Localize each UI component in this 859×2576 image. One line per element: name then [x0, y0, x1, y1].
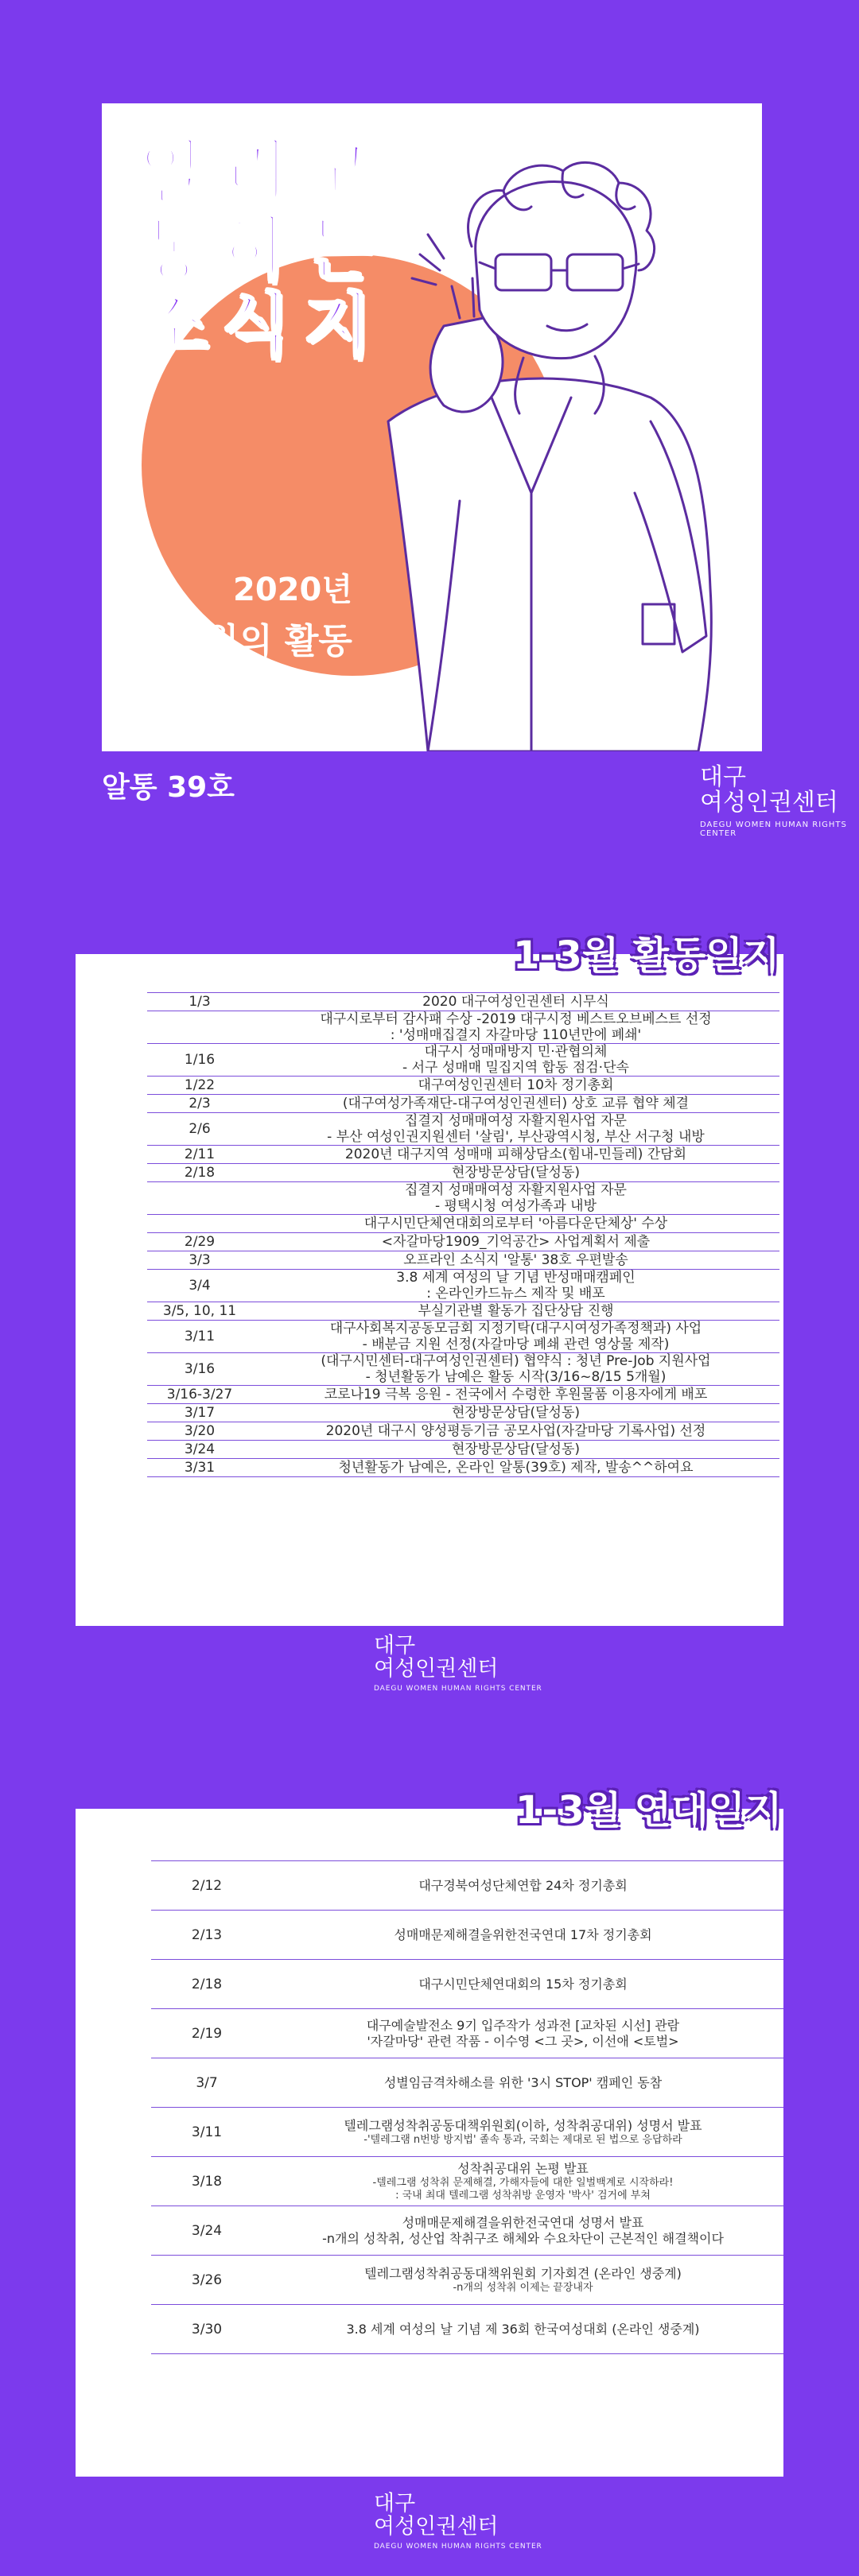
logo-line-1: 대구 — [374, 1633, 416, 1658]
activity-text — [252, 1386, 779, 1404]
logo-line-2: 여성인권센터 — [700, 789, 838, 817]
activity-text — [252, 1095, 779, 1113]
activity-text-line: 대구사회복지공동모금회 지정기탁(대구시여성가족정책과) 사업 — [329, 1321, 702, 1336]
activity-text-line: <자갈마당1909_기억공간> 사업계획서 제출 — [381, 1234, 651, 1250]
activity-log-table — [147, 992, 779, 1477]
solidarity-sub-line: : 국내 최대 텔레그램 성착취방 운영자 '박사' 검거에 부쳐 — [395, 2189, 651, 2202]
activity-text-line: - 배분금 지원 선정(자갈마당 폐쇄 관련 영상물 제작) — [362, 1336, 670, 1352]
solidarity-date: 2/18 — [151, 1960, 262, 2009]
solidarity-main-line: 대구시민단체연대회의 15차 정기총회 — [418, 1976, 628, 1992]
solidarity-text — [262, 2108, 783, 2157]
activity-text — [252, 993, 779, 1011]
solidarity-main-line: 성별임금격차해소를 위한 '3시 STOP' 캠페인 동참 — [383, 2074, 663, 2090]
activity-text — [252, 1353, 779, 1386]
activity-date: 3/4 — [147, 1270, 252, 1302]
activity-text-line: 오프라인 소식지 '알통' 38호 우편발송 — [403, 1252, 628, 1268]
activity-date: 3/16-3/27 — [147, 1386, 252, 1404]
solidarity-main-line: 대구경북여성단체연합 24차 정기총회 — [418, 1877, 628, 1893]
solidarity-row — [151, 2009, 783, 2058]
newsletter-title — [140, 132, 387, 367]
activity-text-line: : '성매매집결지 자갈마당 110년만에 폐쇄' — [390, 1027, 642, 1043]
activity-date: 2/29 — [147, 1233, 252, 1251]
solidarity-row — [151, 2206, 783, 2256]
solidarity-text — [262, 1911, 783, 1960]
solidarity-text — [262, 2058, 783, 2108]
solidarity-date: 3/24 — [151, 2206, 262, 2256]
solidarity-text — [262, 1861, 783, 1911]
solidarity-main-line: 텔레그램성착취공동대책위원회(이하, 성착취공대위) 성명서 발표 — [344, 2117, 702, 2133]
activity-text — [252, 1270, 779, 1302]
solidarity-main-line: 성착취공대위 논평 발표 — [457, 2160, 589, 2176]
solidarity-log-panel — [76, 1809, 783, 2477]
solidarity-date: 2/13 — [151, 1911, 262, 1960]
activity-text-line: (대구여성가족재단-대구여성인권센터) 상호 교류 협약 체결 — [342, 1096, 690, 1111]
activity-row — [147, 1164, 779, 1182]
activity-date: 2/11 — [147, 1146, 252, 1164]
activity-text-line: - 평택시청 여성가족과 내방 — [435, 1198, 597, 1214]
activity-date: 2/3 — [147, 1095, 252, 1113]
activity-text-line: 대구여성인권센터 10차 정기총회 — [418, 1077, 614, 1093]
activity-row — [147, 1215, 779, 1233]
title-line-1: 알리고 — [140, 132, 387, 214]
solidarity-main-line: '자갈마당' 관련 작품 - 이수영 <그 곳>, 이선애 <토벌> — [367, 2033, 679, 2049]
activity-row — [147, 1095, 779, 1113]
activity-date: 3/31 — [147, 1459, 252, 1477]
hero-period: 1-3월의 활동 — [142, 621, 352, 661]
activity-row — [147, 1251, 779, 1270]
solidarity-text — [262, 1960, 783, 2009]
activity-row — [147, 1302, 779, 1321]
logo-english: DAEGU WOMEN HUMAN RIGHTS CENTER — [700, 821, 847, 838]
solidarity-row — [151, 1911, 783, 1960]
activity-text-line: 청년활동가 남예은, 온라인 알통(39호) 제작, 발송^^하여요 — [338, 1460, 694, 1476]
activity-date: 3/17 — [147, 1404, 252, 1422]
solidarity-row — [151, 2108, 783, 2157]
activity-row — [147, 993, 779, 1011]
activity-text-line: 집결지 성매매여성 자활지원사업 자문 — [405, 1182, 627, 1198]
activity-row — [147, 1459, 779, 1477]
solidarity-sub-line: -'텔레그램 n번방 방지법' 졸속 통과, 국회는 제대로 된 법으로 응답하라 — [363, 2133, 682, 2146]
activity-row — [147, 1404, 779, 1422]
activity-text-line: : 온라인카드뉴스 제작 및 배포 — [426, 1286, 605, 1302]
activity-date — [147, 1215, 252, 1233]
activity-date: 2/18 — [147, 1164, 252, 1182]
activity-text — [252, 1113, 779, 1146]
hero-year: 2020년 — [233, 572, 352, 608]
activity-row — [147, 1321, 779, 1353]
activity-date: 3/3 — [147, 1251, 252, 1270]
logo-line-2: 여성인권센터 — [374, 1656, 499, 1682]
activity-text — [252, 1182, 779, 1215]
activity-text-line: 부실기관별 활동가 집단상담 진행 — [418, 1303, 614, 1319]
solidarity-row — [151, 2058, 783, 2108]
activity-date: 3/5, 10, 11 — [147, 1302, 252, 1321]
solidarity-text — [262, 2157, 783, 2206]
solidarity-main-line: 3.8 세계 여성의 날 기념 제 36회 한국여성대회 (온라인 생중계) — [346, 2321, 700, 2337]
activity-text — [252, 1044, 779, 1077]
activity-date — [147, 1182, 252, 1215]
activity-date: 3/11 — [147, 1321, 252, 1353]
title-line-3: 소식지 — [140, 285, 387, 367]
activity-row — [147, 1113, 779, 1146]
activity-text-line: 2020년 대구시 양성평등기금 공모사업(자갈마당 기록사업) 선정 — [325, 1423, 706, 1439]
activity-date: 2/6 — [147, 1113, 252, 1146]
activity-text — [252, 1302, 779, 1321]
activity-text-line: - 서구 성매매 밀집지역 합동 점검·단속 — [402, 1060, 629, 1076]
solidarity-text — [262, 2305, 783, 2354]
hero-panel — [102, 103, 762, 751]
logo-line-1: 대구 — [374, 2491, 416, 2516]
activity-row — [147, 1182, 779, 1215]
activity-text-line: 현장방문상담(달성동) — [451, 1405, 581, 1421]
activity-text-line: 현장방문상담(달성동) — [451, 1441, 581, 1457]
activity-text-line: 대구시 성매매방지 민·관협의체 — [424, 1044, 608, 1060]
activity-date: 3/16 — [147, 1353, 252, 1386]
solidarity-date: 2/19 — [151, 2009, 262, 2058]
center-logo-small — [374, 2493, 542, 2551]
solidarity-main-line: 텔레그램성착취공동대책위원회 기자회견 (온라인 생중계) — [364, 2265, 682, 2281]
solidarity-log-table — [151, 1860, 783, 2354]
activity-row — [147, 1441, 779, 1459]
activity-text — [252, 1422, 779, 1441]
activity-text — [252, 1164, 779, 1182]
logo-english: DAEGU WOMEN HUMAN RIGHTS CENTER — [374, 2543, 542, 2551]
activity-date: 1/3 — [147, 993, 252, 1011]
activity-row — [147, 1146, 779, 1164]
solidarity-text — [262, 2009, 783, 2058]
center-logo-small — [374, 1635, 542, 1693]
activity-text — [252, 1215, 779, 1233]
activity-text-line: 집결지 성매매여성 자활지원사업 자문 — [405, 1113, 627, 1129]
activity-row — [147, 1353, 779, 1386]
center-logo — [700, 765, 859, 838]
solidarity-sub-line: -n개의 성착취 이제는 끝장내자 — [453, 2281, 593, 2294]
activity-date: 1/22 — [147, 1077, 252, 1095]
solidarity-row — [151, 1960, 783, 2009]
issue-number: 알통 39호 — [102, 771, 235, 804]
activity-date: 3/24 — [147, 1441, 252, 1459]
solidarity-date: 2/12 — [151, 1861, 262, 1911]
activity-text — [252, 1441, 779, 1459]
solidarity-row — [151, 2256, 783, 2305]
solidarity-row — [151, 1861, 783, 1911]
solidarity-text — [262, 2256, 783, 2305]
activity-text-line: 코로나19 극복 응원 - 전국에서 수령한 후원물품 이용자에게 배포 — [324, 1387, 708, 1402]
activity-text — [252, 1459, 779, 1477]
activity-date: 1/16 — [147, 1044, 252, 1077]
activity-row — [147, 1270, 779, 1302]
man-with-glasses-illustration — [332, 159, 762, 751]
logo-line-1: 대구 — [700, 763, 746, 791]
solidarity-main-line: 성매매문제해결을위한전국연대 성명서 발표 — [402, 2214, 644, 2230]
logo-english: DAEGU WOMEN HUMAN RIGHTS CENTER — [374, 1685, 542, 1693]
activity-text-line: 2020년 대구지역 성매매 피해상담소(힘내-민들레) 간담회 — [344, 1146, 687, 1162]
activity-row — [147, 1233, 779, 1251]
activity-text — [252, 1404, 779, 1422]
solidarity-sub-line: -텔레그램 성착취 문제해결, 가해자들에 대한 일벌백계로 시작하라! — [372, 2176, 674, 2189]
activity-row — [147, 1386, 779, 1404]
activity-text — [252, 1233, 779, 1251]
activity-text-line: 현장방문상담(달성동) — [451, 1165, 581, 1181]
activity-row — [147, 1077, 779, 1095]
solidarity-log-title: 1-3월 연대일지 — [515, 1788, 783, 1833]
activity-row — [147, 1422, 779, 1441]
activity-text-line: 대구시민단체연대회의로부터 '아름다운단체상' 수상 — [363, 1216, 668, 1232]
activity-text-line: 2020 대구여성인권센터 시무식 — [422, 994, 609, 1010]
solidarity-main-line: -n개의 성착취, 성산업 착취구조 해체와 수요차단이 근본적인 해결책이다 — [322, 2230, 724, 2246]
activity-text-line: - 청년활동가 남예은 활동 시작(3/16~8/15 5개월) — [365, 1369, 667, 1385]
activity-row — [147, 1011, 779, 1044]
solidarity-main-line: 대구예술발전소 9기 입주작가 성과전 [교차된 시선] 관람 — [366, 2017, 680, 2033]
title-line-2: 통하는 — [140, 208, 387, 290]
activity-date: 3/20 — [147, 1422, 252, 1441]
activity-text — [252, 1077, 779, 1095]
activity-text — [252, 1321, 779, 1353]
solidarity-row — [151, 2305, 783, 2354]
activity-text — [252, 1011, 779, 1044]
solidarity-date: 3/11 — [151, 2108, 262, 2157]
activity-text-line: 3.8 세계 여성의 날 기념 반성매매캠페인 — [396, 1270, 636, 1286]
activity-row — [147, 1044, 779, 1077]
solidarity-date: 3/26 — [151, 2256, 262, 2305]
logo-line-2: 여성인권센터 — [374, 2514, 499, 2539]
activity-log-title: 1-3월 활동일지 — [513, 933, 780, 978]
solidarity-date: 3/7 — [151, 2058, 262, 2108]
activity-text — [252, 1251, 779, 1270]
solidarity-main-line: 성매매문제해결을위한전국연대 17차 정기총회 — [394, 1926, 652, 1942]
activity-log-panel — [76, 954, 783, 1626]
solidarity-row — [151, 2157, 783, 2206]
solidarity-date: 3/18 — [151, 2157, 262, 2206]
activity-date — [147, 1011, 252, 1044]
solidarity-text — [262, 2206, 783, 2256]
activity-text-line: (대구시민센터-대구여성인권센터) 협약식 : 청년 Pre-Job 지원사업 — [321, 1353, 711, 1369]
activity-text — [252, 1146, 779, 1164]
solidarity-date: 3/30 — [151, 2305, 262, 2354]
activity-text-line: - 부산 여성인권지원센터 '살림', 부산광역시청, 부산 서구청 내방 — [327, 1129, 705, 1145]
activity-text-line: 대구시로부터 감사패 수상 -2019 대구시정 베스트오브베스트 선정 — [320, 1011, 712, 1027]
